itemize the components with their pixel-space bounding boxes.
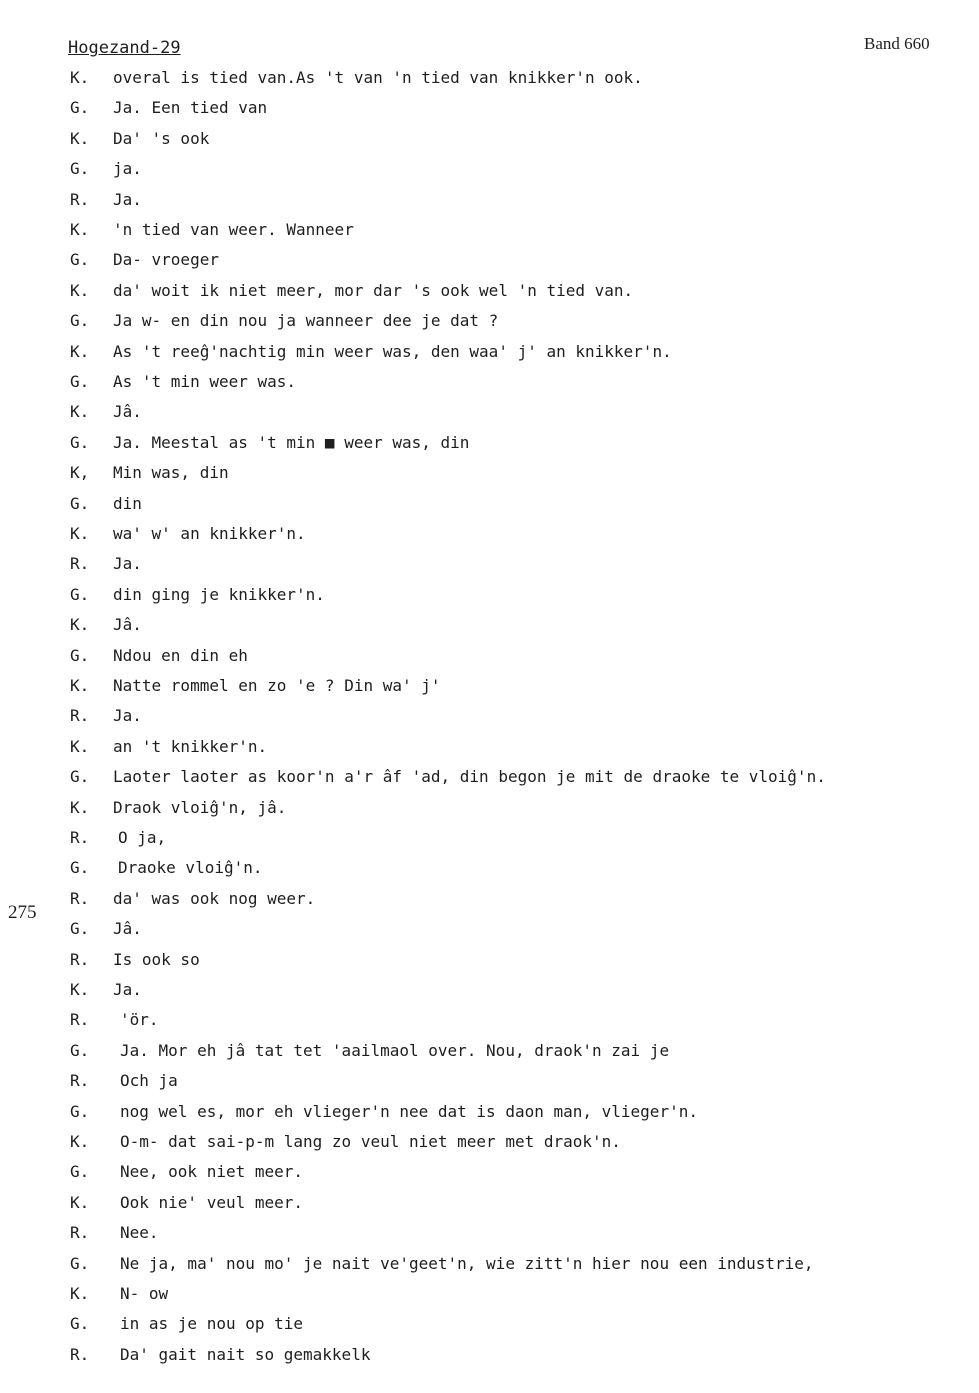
- speaker-label: K.: [70, 220, 90, 239]
- speaker-label: R.: [70, 949, 90, 969]
- speaker-label: G.: [70, 250, 90, 270]
- speaker-label: K.: [70, 797, 90, 817]
- transcript-line: [0, 919, 979, 943]
- transcript-line: [0, 402, 979, 426]
- transcript-line: [0, 585, 979, 609]
- utterance-text: Ja.: [113, 980, 142, 999]
- transcript-line: [0, 1345, 979, 1369]
- transcript-line: [0, 220, 979, 244]
- utterance-text: Min was, din: [113, 463, 229, 483]
- speaker-label: G.: [70, 311, 90, 331]
- speaker-label: R.: [70, 1071, 90, 1091]
- utterance-text: in as je nou op tie: [120, 1314, 304, 1334]
- utterance-text: Ja.: [113, 554, 142, 574]
- utterance-text: wa' w' an knikker'n.: [113, 524, 306, 543]
- utterance-text: Is ook so: [113, 949, 200, 969]
- utterance-text: Natte rommel en zo 'e ? Din wa' j': [113, 676, 441, 695]
- transcript-line: [0, 1254, 979, 1278]
- speaker-label: K.: [70, 1192, 90, 1212]
- speaker-label: K.: [70, 402, 90, 422]
- transcript-line: [0, 463, 979, 487]
- speaker-label: K.: [70, 1284, 90, 1303]
- utterance-text: O ja,: [118, 828, 167, 847]
- utterance-text: Nee.: [120, 1223, 159, 1243]
- transcript-line: [0, 281, 979, 305]
- utterance-text: da' woit ik niet meer, mor dar 's ook wel 'n tied van.: [113, 280, 634, 300]
- transcript-line: [0, 1314, 979, 1338]
- speaker-label: K.: [70, 615, 90, 635]
- utterance-text: Da' gait nait so gemakkelk: [120, 1344, 371, 1364]
- transcript-line: [0, 706, 979, 730]
- transcript-line: [0, 676, 979, 700]
- speaker-label: G.: [70, 767, 90, 787]
- speaker-label: R.: [70, 1223, 90, 1243]
- band-number: Band 660: [864, 34, 930, 53]
- speaker-label: G.: [70, 493, 90, 513]
- transcript-line: [0, 1162, 979, 1186]
- transcript-line: [0, 1193, 979, 1217]
- transcript-line: [0, 858, 979, 882]
- utterance-text: Jâ.: [113, 919, 142, 939]
- utterance-text: N- ow: [120, 1284, 169, 1303]
- utterance-text: an 't knikker'n.: [113, 736, 268, 756]
- transcript-line: [0, 889, 979, 913]
- transcript-line: [0, 828, 979, 852]
- transcript-line: [0, 1223, 979, 1247]
- speaker-label: K.: [70, 341, 90, 361]
- utterance-text: da' was ook nog weer.: [113, 888, 316, 908]
- speaker-label: R.: [70, 554, 90, 574]
- utterance-text: Och ja: [120, 1071, 178, 1091]
- utterance-text: Ja w- en din nou ja wanneer dee je dat ?: [113, 311, 499, 331]
- transcript-line: [0, 372, 979, 396]
- utterance-text: Jâ.: [113, 402, 142, 422]
- utterance-text: Ja. Een tied van: [113, 98, 268, 118]
- utterance-text: Draoke vloiĝ'n.: [118, 858, 263, 878]
- speaker-label: G.: [70, 1314, 90, 1334]
- speaker-label: R.: [70, 706, 90, 726]
- speaker-label: G.: [70, 858, 90, 878]
- utterance-text: Ja. Meestal as 't min ■ weer was, din: [113, 432, 470, 452]
- transcript-line: [0, 1071, 979, 1095]
- speaker-label: G.: [70, 159, 90, 179]
- speaker-label: G.: [70, 372, 90, 391]
- utterance-text: din ging je knikker'n.: [113, 584, 325, 604]
- transcript-line: [0, 159, 979, 183]
- utterance-text: O-m- dat sai-p-m lang zo veul niet meer met draok'n.: [120, 1132, 621, 1151]
- transcript-line: [0, 554, 979, 578]
- speaker-label: G.: [70, 98, 90, 118]
- transcript-line: [0, 980, 979, 1004]
- transcript-line: [0, 646, 979, 670]
- transcript-line: [0, 311, 979, 335]
- speaker-label: R.: [70, 828, 90, 847]
- speaker-label: K.: [70, 280, 90, 300]
- utterance-text: Ja.: [113, 706, 142, 726]
- speaker-label: K.: [70, 980, 90, 999]
- speaker-label: G.: [70, 1162, 90, 1182]
- speaker-label: K.: [70, 128, 90, 148]
- transcript-line: [0, 950, 979, 974]
- speaker-label: R.: [70, 1010, 90, 1030]
- speaker-label: K,: [70, 463, 90, 483]
- speaker-label: K.: [70, 68, 90, 87]
- utterance-text: Ja. Mor eh jâ tat tet 'aailmaol over. Nou, draok'n zai je: [120, 1040, 670, 1060]
- transcript-line: [0, 524, 979, 548]
- utterance-text: Nee, ook niet meer.: [120, 1162, 304, 1182]
- transcript-line: [0, 250, 979, 274]
- utterance-text: din: [113, 493, 142, 513]
- utterance-text: Ja.: [113, 189, 142, 209]
- transcript-line: [0, 1102, 979, 1126]
- utterance-text: nog wel es, mor eh vlieger'n nee dat is daon man, vlieger'n.: [120, 1101, 698, 1121]
- transcript-line: [0, 342, 979, 366]
- speaker-label: G.: [70, 1040, 90, 1060]
- speaker-label: R.: [70, 888, 90, 908]
- utterance-text: Ndou en din eh: [113, 645, 248, 665]
- speaker-label: K.: [70, 736, 90, 756]
- speaker-label: G.: [70, 1101, 90, 1121]
- transcript-line: [0, 494, 979, 518]
- transcript-line: [0, 68, 979, 92]
- transcript-line: [0, 1284, 979, 1308]
- transcript-line: [0, 98, 979, 122]
- utterance-text: Da- vroeger: [113, 250, 219, 270]
- page-title: Hogezand-29: [68, 38, 181, 58]
- utterance-text: Ne ja, ma' nou mo' je nait ve'geet'n, wie zitt'n hier nou een industrie,: [120, 1253, 814, 1273]
- utterance-text: Draok vloiĝ'n, jâ.: [113, 797, 287, 817]
- transcript-line: [0, 798, 979, 822]
- transcript-line: [0, 1041, 979, 1065]
- utterance-text: As 't reeĝ'nachtig min weer was, den waa' j' an knikker'n.: [113, 341, 672, 361]
- transcript-line: [0, 767, 979, 791]
- speaker-label: G.: [70, 584, 90, 604]
- utterance-text: Laoter laoter as koor'n a'r âf 'ad, din begon je mit de draoke te vloiĝ'n.: [113, 767, 826, 787]
- speaker-label: G.: [70, 432, 90, 452]
- utterance-text: Jâ.: [113, 615, 142, 635]
- margin-number: 275: [8, 902, 37, 923]
- speaker-label: K.: [70, 1132, 90, 1151]
- speaker-label: G.: [70, 919, 90, 939]
- speaker-label: K.: [70, 524, 90, 543]
- transcript-line: [0, 129, 979, 153]
- utterance-text: As 't min weer was.: [113, 372, 297, 391]
- utterance-text: 'n tied van weer. Wanneer: [113, 220, 354, 239]
- utterance-text: overal is tied van.As 't van 'n tied van knikker'n ook.: [113, 68, 643, 87]
- utterance-text: Ook nie' veul meer.: [120, 1192, 304, 1212]
- transcript-line: [0, 1010, 979, 1034]
- transcript-line: [0, 615, 979, 639]
- transcript-line: [0, 737, 979, 761]
- utterance-text: Da' 's ook: [113, 128, 210, 148]
- transcript-line: [0, 1132, 979, 1156]
- transcript-line: [0, 433, 979, 457]
- speaker-label: R.: [70, 189, 90, 209]
- speaker-label: K.: [70, 676, 90, 695]
- speaker-label: G.: [70, 645, 90, 665]
- speaker-label: R.: [70, 1344, 90, 1364]
- utterance-text: ja.: [113, 159, 142, 179]
- utterance-text: 'ör.: [120, 1010, 159, 1030]
- transcript-line: [0, 190, 979, 214]
- speaker-label: G.: [70, 1253, 90, 1273]
